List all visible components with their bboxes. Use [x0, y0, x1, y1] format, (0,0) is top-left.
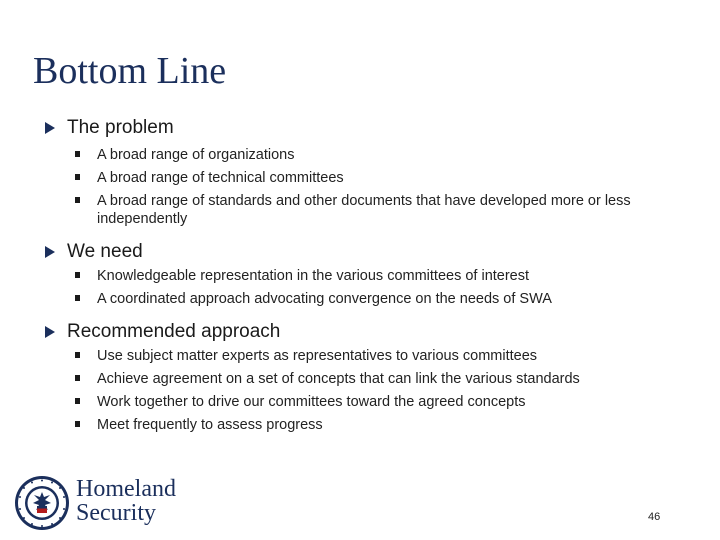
square-bullet-icon — [75, 421, 80, 427]
homeland-security-wordmark — [76, 477, 176, 525]
square-bullet-icon — [75, 197, 80, 203]
list-item — [45, 370, 685, 388]
list-item-text: Achieve agreement on a set of concepts that can link the various standards — [97, 371, 580, 387]
section-the-problem — [45, 116, 685, 228]
bullet-list — [45, 146, 685, 228]
list-item-text: A broad range of technical committees — [97, 170, 344, 186]
homeland-security-logo — [14, 475, 204, 531]
square-bullet-icon — [75, 352, 80, 358]
list-item — [45, 146, 685, 164]
list-item-text: A broad range of standards and other documents that have developed more or less independently — [97, 193, 631, 227]
content-sections — [45, 116, 685, 439]
square-bullet-icon — [75, 151, 80, 157]
list-item — [45, 267, 685, 285]
list-item — [45, 416, 685, 434]
list-item — [45, 169, 685, 187]
slide-title: Bottom Line — [33, 50, 227, 92]
triangle-bullet-icon — [45, 326, 55, 338]
section-heading-text: We need — [67, 241, 143, 262]
section-heading-text: Recommended approach — [67, 321, 281, 342]
list-item-text: A coordinated approach advocating convergence on the needs of SWA — [97, 291, 552, 307]
dhs-seal-icon — [14, 475, 70, 531]
triangle-bullet-icon — [45, 122, 55, 134]
list-item-text: Knowledgeable representation in the various committees of interest — [97, 268, 530, 284]
list-item-text: A broad range of organizations — [97, 147, 295, 163]
bullet-list — [45, 267, 685, 308]
wordmark-line-homeland: Homeland — [76, 476, 176, 502]
square-bullet-icon — [75, 272, 80, 278]
section-heading — [45, 240, 685, 264]
section-heading — [45, 116, 685, 140]
section-we-need — [45, 240, 685, 308]
list-item — [45, 393, 685, 411]
section-heading — [45, 320, 685, 344]
square-bullet-icon — [75, 375, 80, 381]
square-bullet-icon — [75, 295, 80, 301]
square-bullet-icon — [75, 174, 80, 180]
section-recommended-approach — [45, 320, 685, 434]
triangle-bullet-icon — [45, 246, 55, 258]
wordmark-line-security: Security — [76, 500, 156, 526]
list-item — [45, 290, 685, 308]
list-item — [45, 192, 685, 228]
list-item-text: Work together to drive our committees toward the agreed concepts — [97, 394, 526, 410]
list-item — [45, 347, 685, 365]
square-bullet-icon — [75, 398, 80, 404]
bullet-list — [45, 347, 685, 434]
page-number: 46 — [648, 511, 661, 523]
list-item-text: Meet frequently to assess progress — [97, 417, 323, 433]
section-heading-text: The problem — [67, 117, 174, 138]
list-item-text: Use subject matter experts as representatives to various committees — [97, 348, 538, 364]
